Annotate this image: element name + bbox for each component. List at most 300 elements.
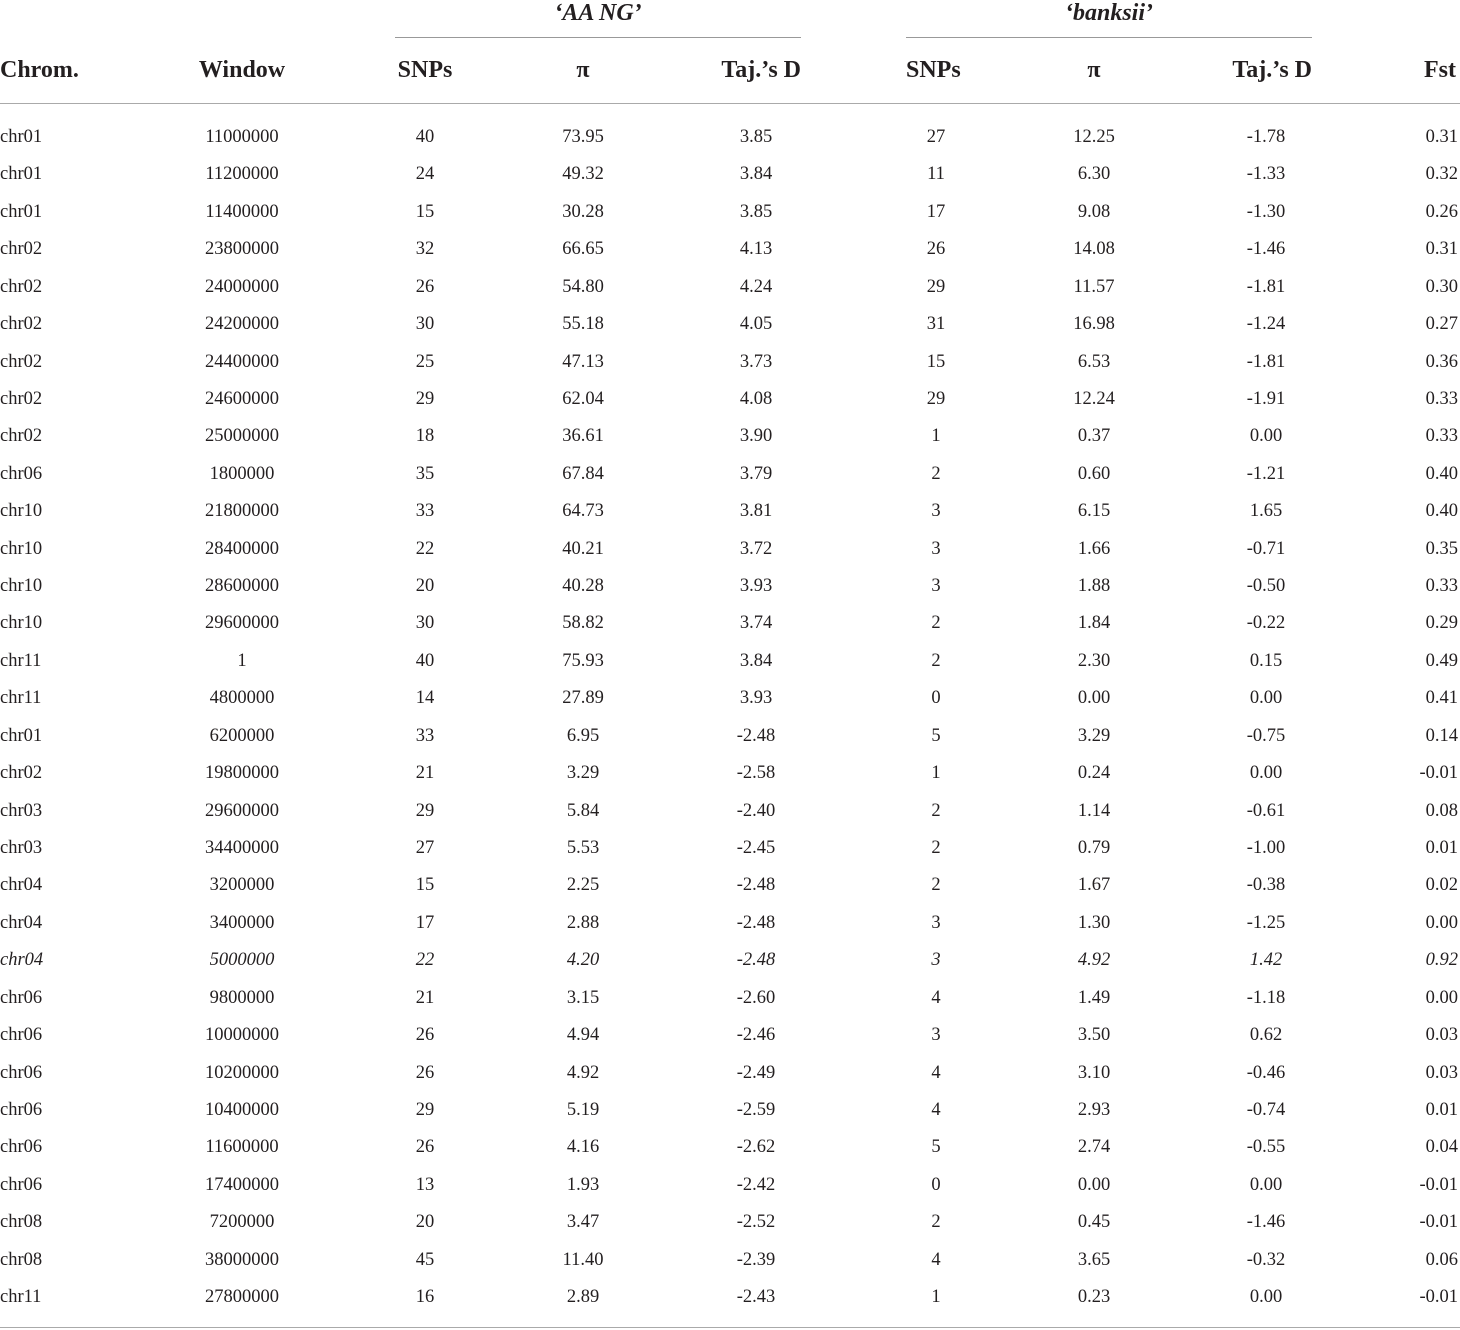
cell-pi-banksii: 6.53	[1077, 352, 1111, 372]
cell-tajd-aa-ng: -2.58	[736, 763, 776, 783]
cell-fst: 0.33	[1425, 426, 1458, 446]
cell-fst: 0.92	[1425, 950, 1458, 970]
cell-pi-aa-ng: 66.65	[562, 239, 604, 259]
cell-fst: 0.02	[1425, 875, 1458, 895]
cell-chrom: chr01	[0, 127, 43, 147]
cell-tajd-aa-ng: -2.46	[736, 1025, 776, 1045]
cell-pi-banksii: 6.15	[1077, 501, 1111, 521]
cell-pi-banksii: 1.84	[1077, 613, 1111, 633]
cell-snps-aa-ng: 26	[415, 1025, 435, 1045]
cell-chrom: chr11	[0, 688, 42, 708]
cell-chrom: chr08	[0, 1250, 43, 1270]
cell-pi-aa-ng: 2.25	[566, 875, 600, 895]
cell-tajd-banksii: -0.22	[1246, 613, 1286, 633]
cell-window: 28400000	[205, 539, 279, 559]
cell-chrom: chr01	[0, 202, 43, 222]
cell-pi-aa-ng: 67.84	[562, 464, 604, 484]
cell-snps-aa-ng: 26	[415, 1063, 435, 1083]
cell-snps-banksii: 11	[927, 164, 945, 184]
cell-pi-banksii: 1.88	[1077, 576, 1111, 596]
cell-tajd-banksii: -1.24	[1246, 314, 1286, 334]
cell-tajd-banksii: -0.38	[1246, 875, 1286, 895]
cell-window: 1800000	[209, 464, 275, 484]
cell-pi-banksii: 1.49	[1077, 988, 1111, 1008]
cell-pi-aa-ng: 4.16	[566, 1137, 600, 1157]
cell-tajd-banksii: 0.00	[1249, 426, 1283, 446]
cell-window: 10200000	[205, 1063, 279, 1083]
cell-tajd-banksii: 0.15	[1249, 651, 1283, 671]
cell-snps-aa-ng: 45	[415, 1250, 435, 1270]
cell-window: 6200000	[209, 726, 275, 746]
cell-pi-aa-ng: 2.88	[566, 913, 600, 933]
cell-window: 24400000	[205, 352, 279, 372]
cell-tajd-aa-ng: -2.48	[736, 875, 776, 895]
cell-fst: 0.32	[1425, 164, 1458, 184]
cell-fst: 0.06	[1425, 1250, 1458, 1270]
cell-chrom: chr06	[0, 1137, 43, 1157]
cell-tajd-aa-ng: 4.13	[739, 239, 773, 259]
cell-snps-aa-ng: 18	[415, 426, 435, 446]
cell-pi-aa-ng: 64.73	[562, 501, 604, 521]
cell-snps-aa-ng: 21	[415, 763, 435, 783]
cell-pi-banksii: 1.67	[1077, 875, 1111, 895]
cell-pi-aa-ng: 75.93	[562, 651, 604, 671]
cell-snps-banksii: 2	[931, 1212, 941, 1232]
cell-snps-banksii: 26	[926, 239, 946, 259]
cell-snps-banksii: 2	[931, 464, 941, 484]
header-rule	[0, 103, 1460, 104]
cell-window: 29600000	[205, 613, 279, 633]
cell-fst: 0.14	[1425, 726, 1458, 746]
group-label-aa-ng: ‘AA NG’	[554, 0, 642, 26]
cell-tajd-aa-ng: -2.49	[736, 1063, 776, 1083]
cell-window: 28600000	[205, 576, 279, 596]
col-header-tajd-aa-ng: Taj.’s D	[721, 57, 801, 83]
cell-window: 11200000	[205, 164, 279, 184]
cell-chrom: chr04	[0, 875, 43, 895]
cell-tajd-banksii: -1.91	[1246, 389, 1286, 409]
cell-snps-aa-ng: 29	[415, 389, 435, 409]
cell-window: 11000000	[205, 127, 279, 147]
cell-pi-banksii: 0.79	[1077, 838, 1111, 858]
cell-window: 24000000	[205, 277, 279, 297]
cell-fst: 0.04	[1425, 1137, 1458, 1157]
cell-snps-aa-ng: 32	[415, 239, 435, 259]
cell-tajd-aa-ng: -2.59	[736, 1100, 776, 1120]
cell-snps-aa-ng: 13	[415, 1175, 435, 1195]
cell-chrom: chr02	[0, 426, 43, 446]
cell-snps-banksii: 4	[931, 988, 941, 1008]
cell-snps-banksii: 29	[926, 389, 946, 409]
cell-fst: -0.01	[1419, 763, 1458, 783]
cell-pi-aa-ng: 2.89	[566, 1287, 600, 1307]
cell-tajd-aa-ng: 3.74	[739, 613, 773, 633]
cell-pi-banksii: 0.23	[1077, 1287, 1111, 1307]
cell-snps-banksii: 4	[931, 1250, 941, 1270]
cell-tajd-banksii: -1.25	[1246, 913, 1286, 933]
cell-tajd-banksii: -0.61	[1246, 801, 1286, 821]
cell-pi-banksii: 9.08	[1077, 202, 1111, 222]
cell-snps-aa-ng: 33	[415, 726, 435, 746]
cell-fst: -0.01	[1419, 1287, 1458, 1307]
cell-pi-aa-ng: 3.15	[566, 988, 600, 1008]
cell-snps-aa-ng: 15	[415, 875, 435, 895]
cell-pi-banksii: 0.00	[1077, 688, 1111, 708]
cell-pi-aa-ng: 62.04	[562, 389, 604, 409]
cell-fst: -0.01	[1419, 1175, 1458, 1195]
cell-tajd-banksii: -0.55	[1246, 1137, 1286, 1157]
cell-chrom: chr10	[0, 576, 43, 596]
cell-pi-aa-ng: 1.93	[566, 1175, 600, 1195]
cell-tajd-banksii: 0.00	[1249, 763, 1283, 783]
cell-pi-banksii: 1.14	[1077, 801, 1111, 821]
cell-snps-aa-ng: 27	[415, 838, 435, 858]
cell-tajd-aa-ng: 3.85	[739, 127, 773, 147]
col-header-snps-aa-ng: SNPs	[397, 57, 453, 83]
cell-fst: 0.41	[1425, 688, 1458, 708]
cell-snps-aa-ng: 29	[415, 801, 435, 821]
cell-window: 27800000	[205, 1287, 279, 1307]
cell-pi-banksii: 16.98	[1073, 314, 1115, 334]
cell-fst: 0.31	[1425, 127, 1458, 147]
cell-snps-aa-ng: 26	[415, 1137, 435, 1157]
cell-pi-aa-ng: 47.13	[562, 352, 604, 372]
cell-pi-aa-ng: 6.95	[566, 726, 600, 746]
cell-tajd-banksii: -1.78	[1246, 127, 1286, 147]
cell-pi-aa-ng: 3.29	[566, 763, 600, 783]
cell-window: 24200000	[205, 314, 279, 334]
cell-tajd-aa-ng: 3.84	[739, 651, 773, 671]
col-header-fst: Fst	[1424, 57, 1456, 83]
cell-snps-banksii: 3	[931, 950, 941, 970]
cell-tajd-aa-ng: -2.48	[736, 726, 776, 746]
cell-tajd-aa-ng: -2.43	[736, 1287, 776, 1307]
cell-snps-banksii: 5	[931, 1137, 941, 1157]
cell-window: 3400000	[209, 913, 275, 933]
cell-chrom: chr10	[0, 539, 43, 559]
cell-snps-aa-ng: 14	[415, 688, 435, 708]
cell-window: 29600000	[205, 801, 279, 821]
cell-tajd-banksii: 0.62	[1249, 1025, 1283, 1045]
cell-chrom: chr02	[0, 314, 43, 334]
cell-pi-aa-ng: 30.28	[562, 202, 604, 222]
cell-snps-aa-ng: 40	[415, 651, 435, 671]
cell-window: 7200000	[209, 1212, 275, 1232]
cell-tajd-banksii: -0.50	[1246, 576, 1286, 596]
cell-chrom: chr02	[0, 763, 43, 783]
cell-snps-aa-ng: 25	[415, 352, 435, 372]
cell-snps-banksii: 4	[931, 1063, 941, 1083]
cell-tajd-aa-ng: -2.39	[736, 1250, 776, 1270]
cell-fst: 0.01	[1425, 1100, 1458, 1120]
cell-pi-banksii: 0.00	[1077, 1175, 1111, 1195]
col-header-tajd-banksii: Taj.’s D	[1232, 57, 1312, 83]
cell-chrom: chr06	[0, 1100, 43, 1120]
cell-fst: 0.49	[1425, 651, 1458, 671]
cell-tajd-banksii: -0.32	[1246, 1250, 1286, 1270]
cell-tajd-aa-ng: -2.45	[736, 838, 776, 858]
group-header-banksii	[906, 0, 1312, 40]
cell-chrom: chr02	[0, 389, 43, 409]
cell-snps-banksii: 17	[926, 202, 946, 222]
group-underline-banksii	[906, 37, 1312, 38]
cell-tajd-aa-ng: 4.05	[739, 314, 773, 334]
cell-tajd-aa-ng: 4.08	[739, 389, 773, 409]
col-header-pi-aa-ng: π	[576, 57, 590, 83]
cell-pi-aa-ng: 54.80	[562, 277, 604, 297]
cell-window: 19800000	[205, 763, 279, 783]
cell-chrom: chr02	[0, 352, 43, 372]
cell-fst: -0.01	[1419, 1212, 1458, 1232]
cell-snps-banksii: 5	[931, 726, 941, 746]
cell-snps-banksii: 3	[931, 576, 941, 596]
cell-pi-aa-ng: 49.32	[562, 164, 604, 184]
cell-snps-aa-ng: 15	[415, 202, 435, 222]
cell-tajd-banksii: -1.00	[1246, 838, 1286, 858]
cell-fst: 0.29	[1425, 613, 1458, 633]
cell-chrom: chr11	[0, 651, 42, 671]
cell-window: 38000000	[205, 1250, 279, 1270]
cell-window: 3200000	[209, 875, 275, 895]
cell-window: 17400000	[205, 1175, 279, 1195]
cell-chrom: chr04	[0, 913, 43, 933]
cell-pi-aa-ng: 5.84	[566, 801, 600, 821]
group-underline-aa-ng	[395, 37, 801, 38]
cell-snps-banksii: 15	[926, 352, 946, 372]
cell-snps-banksii: 3	[931, 913, 941, 933]
cell-tajd-aa-ng: -2.48	[736, 950, 776, 970]
cell-pi-banksii: 3.29	[1077, 726, 1111, 746]
cell-pi-banksii: 1.66	[1077, 539, 1111, 559]
cell-chrom: chr06	[0, 1025, 43, 1045]
cell-snps-banksii: 27	[926, 127, 946, 147]
cell-snps-banksii: 2	[931, 838, 941, 858]
cell-snps-banksii: 1	[931, 1287, 941, 1307]
cell-snps-aa-ng: 40	[415, 127, 435, 147]
cell-snps-banksii: 2	[931, 613, 941, 633]
cell-snps-aa-ng: 35	[415, 464, 435, 484]
cell-pi-aa-ng: 55.18	[562, 314, 604, 334]
cell-pi-aa-ng: 5.53	[566, 838, 600, 858]
cell-pi-banksii: 11.57	[1073, 277, 1115, 297]
cell-snps-aa-ng: 22	[415, 539, 435, 559]
cell-tajd-aa-ng: -2.40	[736, 801, 776, 821]
cell-tajd-banksii: -1.21	[1246, 464, 1286, 484]
cell-chrom: chr01	[0, 726, 43, 746]
cell-window: 23800000	[205, 239, 279, 259]
cell-snps-aa-ng: 20	[415, 576, 435, 596]
cell-pi-banksii: 14.08	[1073, 239, 1115, 259]
cell-tajd-banksii: 1.65	[1249, 501, 1283, 521]
cell-snps-aa-ng: 21	[415, 988, 435, 1008]
col-header-window: Window	[198, 57, 286, 83]
cell-snps-aa-ng: 30	[415, 613, 435, 633]
cell-snps-aa-ng: 29	[415, 1100, 435, 1120]
cell-chrom: chr03	[0, 801, 43, 821]
cell-snps-banksii: 2	[931, 875, 941, 895]
cell-tajd-aa-ng: 3.72	[739, 539, 773, 559]
cell-fst: 0.08	[1425, 801, 1458, 821]
cell-pi-banksii: 2.30	[1077, 651, 1111, 671]
cell-tajd-aa-ng: 4.24	[739, 277, 773, 297]
cell-window: 10400000	[205, 1100, 279, 1120]
cell-tajd-banksii: -0.74	[1246, 1100, 1286, 1120]
cell-pi-aa-ng: 58.82	[562, 613, 604, 633]
cell-tajd-aa-ng: 3.73	[739, 352, 773, 372]
cell-snps-banksii: 31	[926, 314, 946, 334]
cell-pi-banksii: 12.24	[1073, 389, 1115, 409]
cell-window: 4800000	[209, 688, 275, 708]
group-label-banksii: ‘banksii’	[1064, 0, 1153, 26]
cell-pi-banksii: 3.10	[1077, 1063, 1111, 1083]
col-header-pi-banksii: π	[1087, 57, 1101, 83]
cell-fst: 0.36	[1425, 352, 1458, 372]
cell-chrom: chr06	[0, 1175, 43, 1195]
bottom-rule	[0, 1327, 1460, 1328]
col-header-chrom: Chrom.	[0, 57, 79, 83]
cell-snps-aa-ng: 22	[415, 950, 435, 970]
cell-tajd-banksii: -1.30	[1246, 202, 1286, 222]
cell-window: 10000000	[205, 1025, 279, 1045]
cell-chrom: chr06	[0, 988, 43, 1008]
cell-snps-aa-ng: 16	[415, 1287, 435, 1307]
cell-snps-aa-ng: 17	[415, 913, 435, 933]
cell-fst: 0.33	[1425, 576, 1458, 596]
cell-tajd-banksii: -1.46	[1246, 1212, 1286, 1232]
cell-tajd-banksii: -1.33	[1246, 164, 1286, 184]
cell-pi-aa-ng: 4.20	[566, 950, 600, 970]
cell-tajd-banksii: -0.75	[1246, 726, 1286, 746]
cell-pi-aa-ng: 3.47	[566, 1212, 600, 1232]
cell-pi-aa-ng: 11.40	[562, 1250, 604, 1270]
cell-pi-aa-ng: 73.95	[562, 127, 604, 147]
cell-window: 11600000	[205, 1137, 279, 1157]
cell-tajd-aa-ng: 3.81	[739, 501, 773, 521]
cell-tajd-aa-ng: 3.84	[739, 164, 773, 184]
cell-chrom: chr02	[0, 277, 43, 297]
cell-pi-aa-ng: 27.89	[562, 688, 604, 708]
col-header-snps-banksii: SNPs	[906, 57, 961, 83]
cell-tajd-banksii: 0.00	[1249, 688, 1283, 708]
cell-window: 24600000	[205, 389, 279, 409]
cell-tajd-banksii: -1.46	[1246, 239, 1286, 259]
cell-tajd-aa-ng: 3.79	[739, 464, 773, 484]
cell-tajd-aa-ng: -2.52	[736, 1212, 776, 1232]
cell-tajd-banksii: -1.18	[1246, 988, 1286, 1008]
cell-snps-banksii: 3	[931, 501, 941, 521]
cell-snps-banksii: 3	[931, 539, 941, 559]
cell-snps-aa-ng: 33	[415, 501, 435, 521]
cell-tajd-aa-ng: 3.93	[739, 688, 773, 708]
cell-snps-banksii: 1	[931, 426, 941, 446]
cell-snps-banksii: 2	[931, 801, 941, 821]
cell-fst: 0.27	[1425, 314, 1458, 334]
cell-window: 9800000	[209, 988, 275, 1008]
cell-tajd-aa-ng: -2.62	[736, 1137, 776, 1157]
cell-pi-banksii: 0.45	[1077, 1212, 1111, 1232]
cell-snps-aa-ng: 30	[415, 314, 435, 334]
cell-pi-banksii: 1.30	[1077, 913, 1111, 933]
cell-window: 5000000	[209, 950, 275, 970]
cell-snps-aa-ng: 26	[415, 277, 435, 297]
cell-tajd-banksii: 0.00	[1249, 1175, 1283, 1195]
cell-fst: 0.31	[1425, 239, 1458, 259]
cell-pi-banksii: 12.25	[1073, 127, 1115, 147]
cell-pi-banksii: 3.65	[1077, 1250, 1111, 1270]
cell-tajd-aa-ng: 3.93	[739, 576, 773, 596]
cell-fst: 0.00	[1425, 988, 1458, 1008]
cell-tajd-banksii: -1.81	[1246, 277, 1286, 297]
cell-snps-aa-ng: 24	[415, 164, 435, 184]
cell-fst: 0.03	[1425, 1063, 1458, 1083]
cell-fst: 0.03	[1425, 1025, 1458, 1045]
cell-window: 1	[237, 651, 247, 671]
cell-pi-aa-ng: 4.92	[566, 1063, 600, 1083]
cell-fst: 0.30	[1425, 277, 1458, 297]
cell-tajd-aa-ng: 3.90	[739, 426, 773, 446]
cell-chrom: chr06	[0, 1063, 43, 1083]
cell-pi-banksii: 6.30	[1077, 164, 1111, 184]
cell-chrom: chr11	[0, 1287, 42, 1307]
cell-tajd-aa-ng: -2.42	[736, 1175, 776, 1195]
cell-pi-banksii: 0.60	[1077, 464, 1111, 484]
cell-snps-banksii: 0	[931, 1175, 941, 1195]
cell-tajd-banksii: -0.71	[1246, 539, 1286, 559]
cell-snps-banksii: 3	[931, 1025, 941, 1045]
cell-pi-banksii: 2.74	[1077, 1137, 1111, 1157]
cell-chrom: chr10	[0, 613, 43, 633]
cell-chrom: chr10	[0, 501, 43, 521]
group-header-aa-ng	[395, 0, 801, 40]
cell-chrom: chr01	[0, 164, 43, 184]
cell-tajd-aa-ng: -2.60	[736, 988, 776, 1008]
cell-snps-banksii: 0	[931, 688, 941, 708]
cell-pi-aa-ng: 36.61	[562, 426, 604, 446]
cell-fst: 0.26	[1425, 202, 1458, 222]
cell-pi-banksii: 3.50	[1077, 1025, 1111, 1045]
cell-pi-banksii: 2.93	[1077, 1100, 1111, 1120]
cell-fst: 0.01	[1425, 838, 1458, 858]
cell-snps-banksii: 4	[931, 1100, 941, 1120]
cell-window: 34400000	[205, 838, 279, 858]
cell-tajd-banksii: -0.46	[1246, 1063, 1286, 1083]
cell-snps-aa-ng: 20	[415, 1212, 435, 1232]
cell-tajd-aa-ng: 3.85	[739, 202, 773, 222]
cell-chrom: chr06	[0, 464, 43, 484]
cell-chrom: chr08	[0, 1212, 43, 1232]
cell-fst: 0.00	[1425, 913, 1458, 933]
cell-pi-aa-ng: 40.21	[562, 539, 604, 559]
cell-fst: 0.40	[1425, 464, 1458, 484]
cell-fst: 0.33	[1425, 389, 1458, 409]
cell-snps-banksii: 2	[931, 651, 941, 671]
cell-window: 21800000	[205, 501, 279, 521]
cell-pi-banksii: 0.37	[1077, 426, 1111, 446]
cell-fst: 0.40	[1425, 501, 1458, 521]
cell-chrom: chr02	[0, 239, 43, 259]
cell-tajd-aa-ng: -2.48	[736, 913, 776, 933]
cell-pi-aa-ng: 4.94	[566, 1025, 600, 1045]
cell-snps-banksii: 1	[931, 763, 941, 783]
cell-pi-banksii: 0.24	[1077, 763, 1111, 783]
cell-chrom: chr03	[0, 838, 43, 858]
cell-window: 25000000	[205, 426, 279, 446]
cell-tajd-banksii: 0.00	[1249, 1287, 1283, 1307]
cell-window: 11400000	[205, 202, 279, 222]
cell-snps-banksii: 29	[926, 277, 946, 297]
cell-fst: 0.35	[1425, 539, 1458, 559]
cell-tajd-banksii: 1.42	[1249, 950, 1283, 970]
